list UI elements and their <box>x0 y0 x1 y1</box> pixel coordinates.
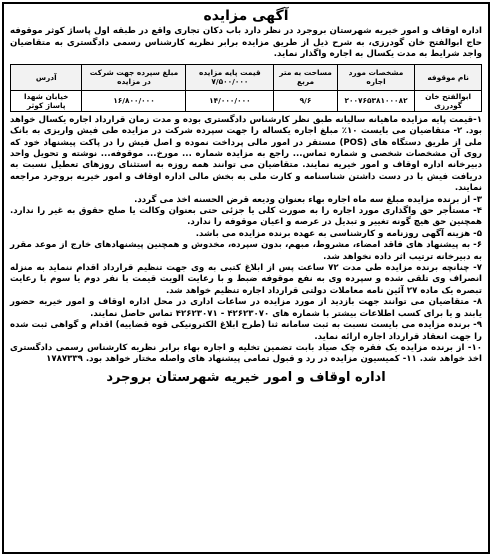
clause-5: ۵- هزینه آگهی روزنامه و کارشناسی به عهده برنده مزایده می باشد. <box>195 228 482 239</box>
property-table <box>10 64 482 112</box>
notice-clauses <box>10 115 482 366</box>
header-deposit: مبلغ سپرده جهت شرکت در مزایده <box>82 64 186 90</box>
clause-6: ۶- به پیشنهاد های فاقد امضاء، مشروط، مبهم، بدون سپرده، مخدوش و همچنین پیشنهادهای خارج از موعد مقرر به دبیرخانه ترتیب اثر داده نخواهد شد. <box>10 240 482 262</box>
header-lease-details: مشخصات مورد اجاره <box>337 64 414 90</box>
cell-deposit: ۱۶/۸۰۰/۰۰۰ <box>82 90 186 111</box>
clause-8: ۸- متقاضیان می توانند جهت بازدید از مورد مزایده در ساعات اداری در محل اداره اوقاف و امور خیریه حضور یابند و یا برای کسب اطلاعات بیشتر با شماره های ۴۲۶۲۳۰۷۰ - ۴۲۶۲۳۰۷۱ تماس حاصل نمایند. <box>10 297 482 319</box>
cell-base-price: ۱۴/۰۰۰/۰۰۰ <box>186 90 274 111</box>
clause-9: ۹- برنده مزایده می بایست نسبت به ثبت سامانه ثنا (طرح ابلاغ الکترونیکی قوه قضاییه) اقدام و گواهی ثبت شده را جهت انعقاد قرارداد اجاره ارائه نماید. <box>10 320 482 342</box>
clause-1-2: ۱-قیمت پایه مزایده ماهیانه سالیانه طبق نظر کارشناس دادگستری بوده و مدت زمان قرارداد اجاره یکسال خواهد بود. ۲- متقاضیان می بایست ۱۰٪ مبلغ اجاره یکساله را جهت سپرده شرکت در مزایده طی فیش واریزی به بانک ملی از طریق دستگاه های (POS) مستقر در امور مالی پرداخت نموده و اصل فیش را در پاکت پیشنهاد خود که روی آن مشخصات شخصی و شماره تماس... راجع به مزایده شماره ... مورخ... موقوفه... نوشته و تحویل واحد دبیرخانه اداره اوقاف و امور خیریه نمایند. متقاضیان می توانند همه روزه به استثنای روزهای تعطیل نسبت به دریافت فیش با در دست داشتن شناسنامه و کارت ملی به بخش مالی اداره اوقاف و امور خیریه بروجرد مراجعه نمایند. <box>10 114 482 194</box>
cell-address: خیابان شهدا پاساژ کوثر <box>11 90 82 111</box>
issuer-signature: اداره اوقاف و امور خیریه شهرستان بروجرد <box>106 369 386 385</box>
clause-7: ۷- چنانچه برنده مزایده طی مدت ۷۲ ساعت پس از ابلاغ کتبی به وی جهت تنظیم قرارداد اقدام ننماید به منزله انصراف وی تلقی شده و سپرده وی به نفع موقوفه ضبط و با رعایت الویت قیمت با نفر دوم یا سوم با رعایت تبصره یک ماده ۲۷ آئین نامه معاملات دولتی قرارداد اجاره تنظیم خواهد شد. <box>10 263 482 296</box>
table-header-row <box>11 64 482 90</box>
notice-title: آگهی مزایده <box>203 8 289 24</box>
table-row <box>11 90 482 111</box>
header-endowment-name: نام موقوفه <box>415 64 482 90</box>
cell-lease-details: ۲۰۰۷۶۵۳۸۱۰۰۰۸۲ <box>337 90 414 111</box>
header-address: آدرس <box>11 64 82 90</box>
clause-10-11: ۱۰- از برنده مزایده یک فقره چک صیاد بابت تضمین تخلیه و اجاره بهاء برابر نظریه کارشناس رسمی دادگستری اخذ خواهد شد. ۱۱- کمیسیون مزایده در رد و قبول تمامی پیشنهاد های واصله مختار خواهد بود. ۱۷۸۷۳۳۹ <box>10 342 482 365</box>
auction-notice <box>2 2 490 554</box>
header-area: مساحت به متر مربع <box>274 64 338 90</box>
clause-4: ۴- مستأجر حق واگذاری مورد اجاره را به صورت کلی یا جزئی حتی بعنوان وکالت یا صلح حقوق به غیر را ندارد. همچنین حق هیچ گونه تغییر و تبدیل در عرصه و اعیان موقوفه را ندارد. <box>10 206 482 228</box>
cell-area: ۹/۶ <box>274 90 338 111</box>
notice-intro: اداره اوقاف و امور خیریه شهرستان بروجرد در نظر دارد باب دکان تجاری واقع در طبقه اول پاساژ کوثر موقوفه حاج ابوالفتح خان گودرزی، به شرح ذیل از طریق مزایده برابر نظریه کارشناس رسمی دادگستری به متقاضیان واجد شرایط به مدت یکسال به اجاره واگذار نماید. <box>10 26 482 60</box>
cell-endowment-name: ابوالفتح خان گودرزی <box>415 90 482 111</box>
header-base-price: قیمت پایه مزایده ۷/۵۰۰/۰۰۰ <box>186 64 274 90</box>
clause-3: ۳- از برنده مزایده مبلغ سه ماه اجاره بهاء بعنوان ودیعه قرض الحسنه اخذ می گردد. <box>134 194 482 205</box>
